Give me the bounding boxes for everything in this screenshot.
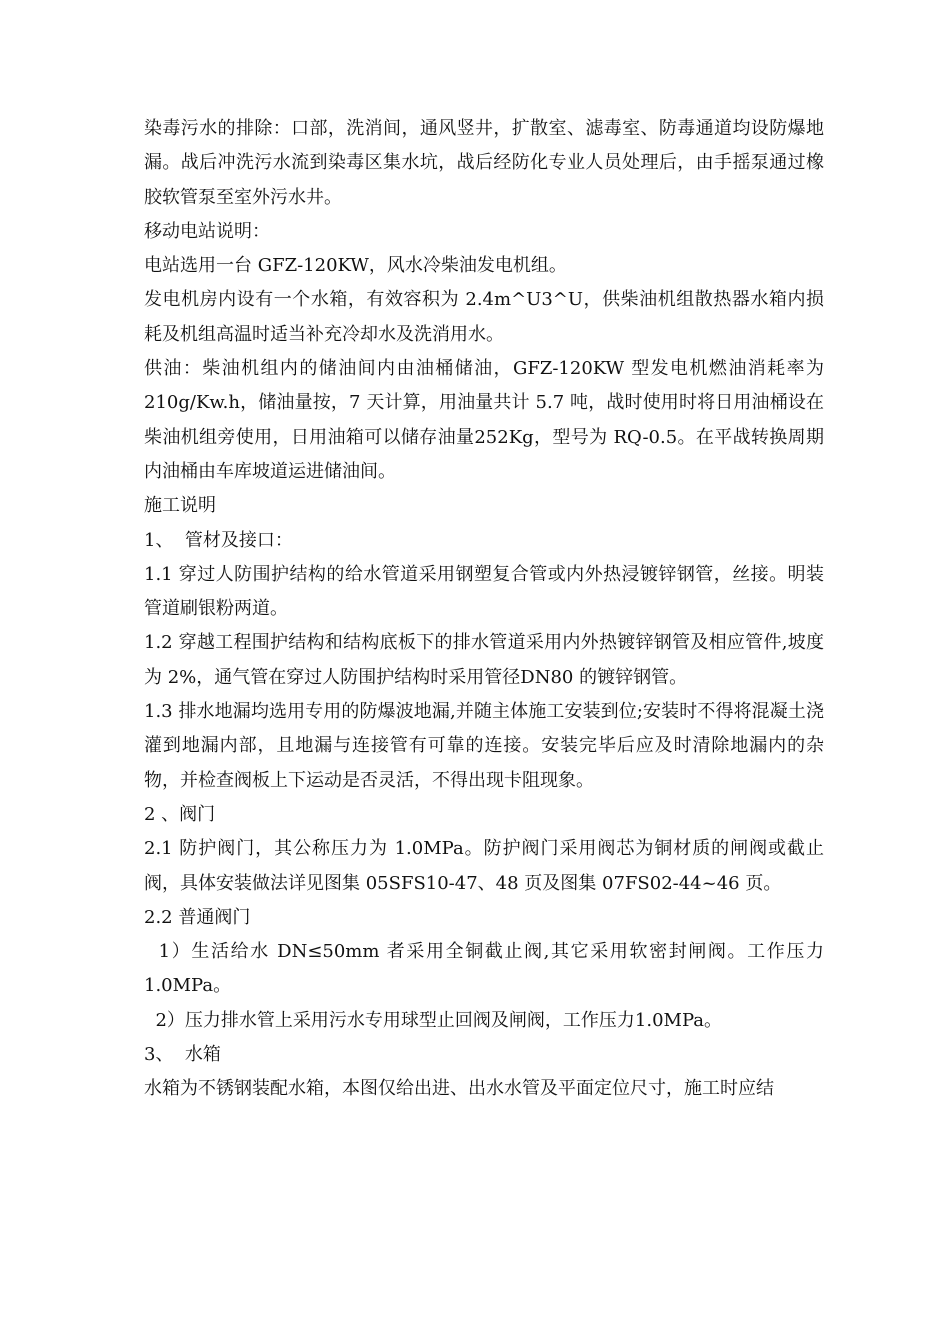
heading-construction-notes: 施工说明 [144, 495, 216, 517]
paragraph-water-tank-description: 水箱为不锈钢装配水箱，本图仅给出进、出水水管及平面定位尺寸，施工时应结 [144, 1078, 774, 1100]
paragraph-water-tank-capacity: 发电机房内设有一个水箱，有效容积为 2.4m^U3^U，供柴油机组散热器水箱内损耗及机组高温时适当补充冷却水及洗消用水。 [144, 289, 824, 345]
paragraph-item-2-1: 2.1 防护阀门，其公称压力为 1.0MPa。防护阀门采用阀芯为铜材质的闸阀或截止阀，具体安装做法详见图集 05SFS10-47、48 页及图集 07FS02-44~46 页。 [144, 838, 824, 894]
paragraph-oil-supply: 供油：柴油机组内的储油间内由油桶储油，GFZ-120KW 型发电机燃油消耗率为 210g/Kw.h，储油量按，7 天计算，用油量共计 5.7 吨，战时使用时将日用油桶设在柴油机组旁使用，日用油箱可以储存油量252Kg，型号为 RQ-0.5。在平战转换周期内油桶由车库坡道运进储油间。 [144, 358, 830, 482]
heading-valves: 2 、阀门 [144, 803, 216, 825]
paragraph-item-1-3: 1.3 排水地漏均选用专用的防爆波地漏,并随主体施工安装到位;安装时不得将混凝土浇灌到地漏内部，且地漏与连接管有可靠的连接。安装完毕后应及时清除地漏内的杂物，并检查阀板上下运动是否灵活，不得出现卡阻现象。 [144, 701, 824, 791]
paragraph-generator-selection: 电站选用一台 GFZ-120KW，风水冷柴油发电机组。 [144, 255, 567, 277]
paragraph-item-1-1: 1.1 穿过人防围护结构的给水管道采用钢塑复合管或内外热浸镀锌钢管，丝接。明装管道刷银粉两道。 [144, 563, 824, 620]
heading-mobile-power-station: 移动电站说明： [144, 220, 270, 242]
heading-pipes-and-joints: 1、 管材及接口： [144, 529, 293, 551]
document-body [144, 112, 830, 1107]
paragraph-item-2-2-2: 2）压力排水管上采用污水专用球型止回阀及闸阀，工作压力1.0MPa。 [144, 1009, 722, 1031]
paragraph-contaminated-wastewater: 染毒污水的排除：口部，洗消间，通风竖井，扩散室、滤毒室、防毒通道均设防爆地漏。战后冲洗污水流到染毒区集水坑，战后经防化专业人员处理后，由手摇泵通过橡胶软管泵至室外污水井。 [144, 118, 824, 208]
paragraph-item-1-2: 1.2 穿越工程围护结构和结构底板下的排水管道采用内外热镀锌钢管及相应管件,坡度为 2%，通气管在穿过人防围护结构时采用管径DN80 的镀锌钢管。 [144, 632, 824, 688]
heading-item-2-2: 2.2 普通阀门 [144, 906, 251, 928]
paragraph-item-2-2-1: 1）生活给水 DN≤50mm 者采用全铜截止阀,其它采用软密封闸阀。工作压力 1.0MPa。 [144, 941, 830, 997]
heading-water-tank: 3、 水箱 [144, 1044, 221, 1066]
